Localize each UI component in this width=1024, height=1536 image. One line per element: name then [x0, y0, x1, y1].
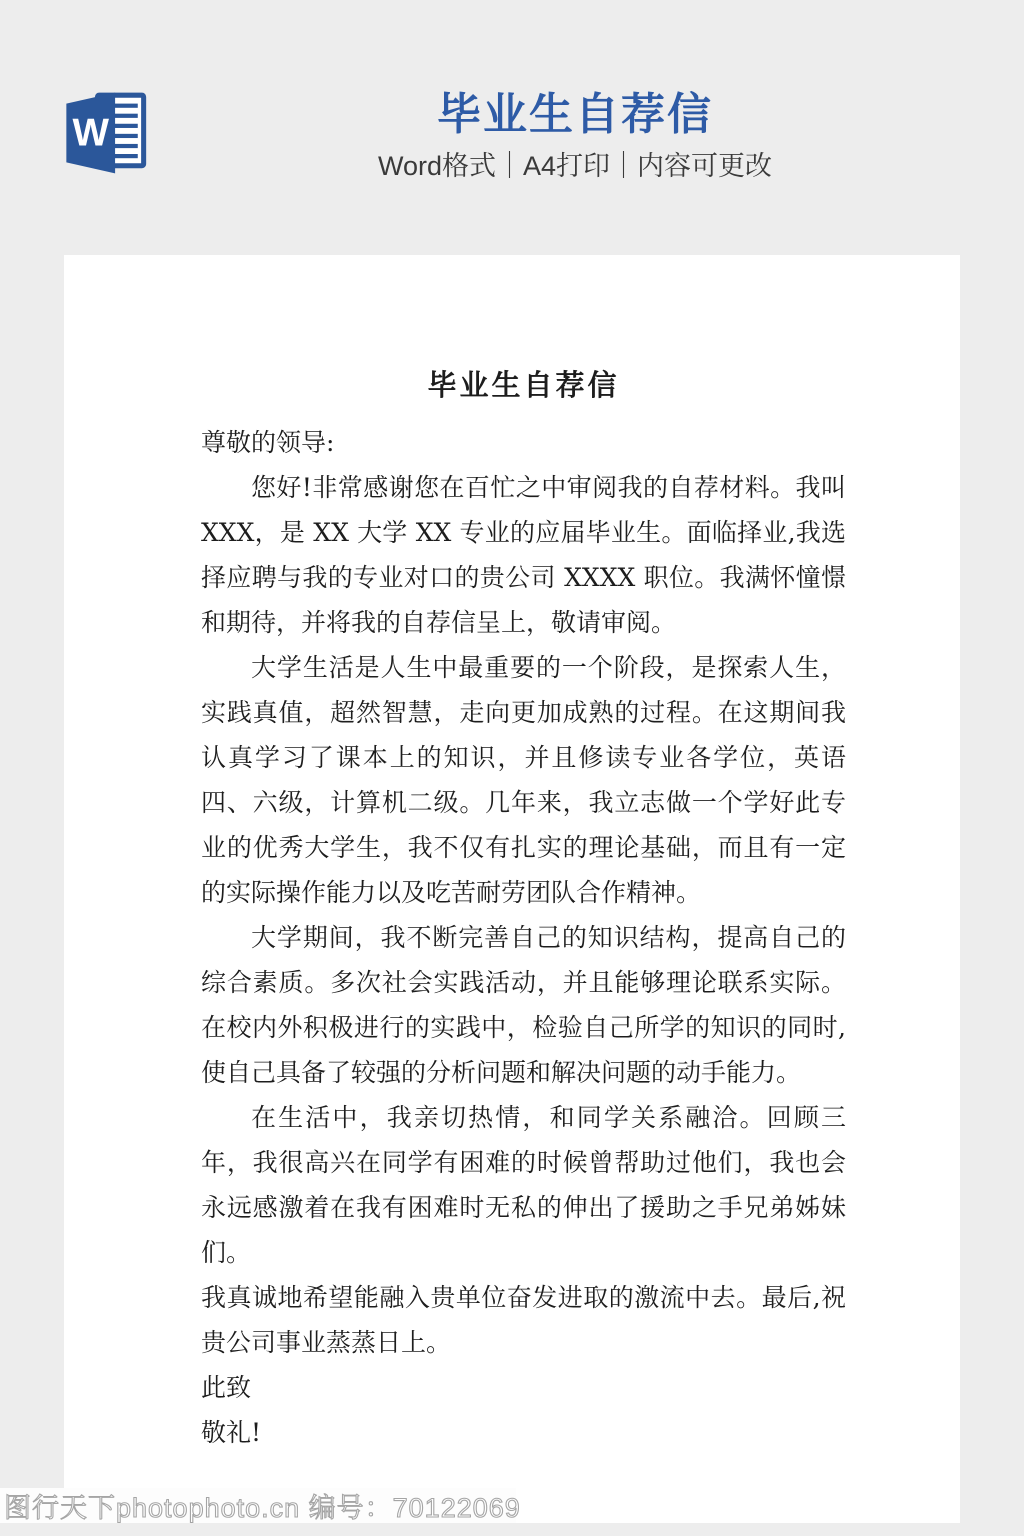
paragraph: 您好!非常感谢您在百忙之中审阅我的自荐材料。我叫 XXX，是 XX 大学 XX 专业的应届毕业生。面临择业,我选择应聘与我的专业对口的贵公司 XXXX 职位。我满怀憧憬和期待，并将我的自荐信呈上，敬请审阅。 [201, 473, 846, 637]
header-title: 毕业生自荐信 [437, 90, 713, 139]
salutation-line: 尊敬的领导: [201, 428, 335, 457]
document-title: 毕业生自荐信 [427, 368, 620, 402]
document-content [64, 255, 960, 1455]
paragraph: 大学生活是人生中最重要的一个阶段，是探索人生，实践真值，超然智慧，走向更加成熟的过程。在这期间我认真学习了课本上的知识，并且修读专业各学位，英语四、六级，计算机二级。几年来，我立志做一个学好此专业的优秀大学生，我不仅有扎实的理论基础，而且有一定的实际操作能力以及吃苦耐劳团队合作精神。 [201, 653, 846, 907]
closing-line: 敬礼! [201, 1418, 262, 1447]
paragraph: 我真诚地希望能融入贵单位奋发进取的激流中去。最后,祝贵公司事业蒸蒸日上。 [201, 1283, 846, 1357]
paragraph: 大学期间，我不断完善自己的知识结构，提高自己的综合素质。多次社会实践活动，并且能够理论联系实际。在校内外积极进行的实践中，检验自己所学的知识的同时,使自己具备了较强的分析问题和解决问题的动手能力。 [201, 923, 846, 1087]
watermark-band [0, 1488, 521, 1523]
word-icon-letter: W [72, 111, 109, 155]
closing-line: 此致 [201, 1373, 252, 1402]
header-subtitle: Word格式｜A4打印｜内容可更改 [377, 151, 773, 181]
watermark-text: 图行天下photophoto.cn 编号：70122069 [4, 1493, 521, 1523]
document-page [64, 255, 960, 1523]
header [126, 92, 1024, 181]
paragraph: 在生活中，我亲切热情，和同学关系融洽。回顾三年，我很高兴在同学有困难的时候曾帮助过他们，我也会永远感激着在我有困难时无私的伸出了援助之手兄弟姊妹们。 [201, 1103, 846, 1267]
